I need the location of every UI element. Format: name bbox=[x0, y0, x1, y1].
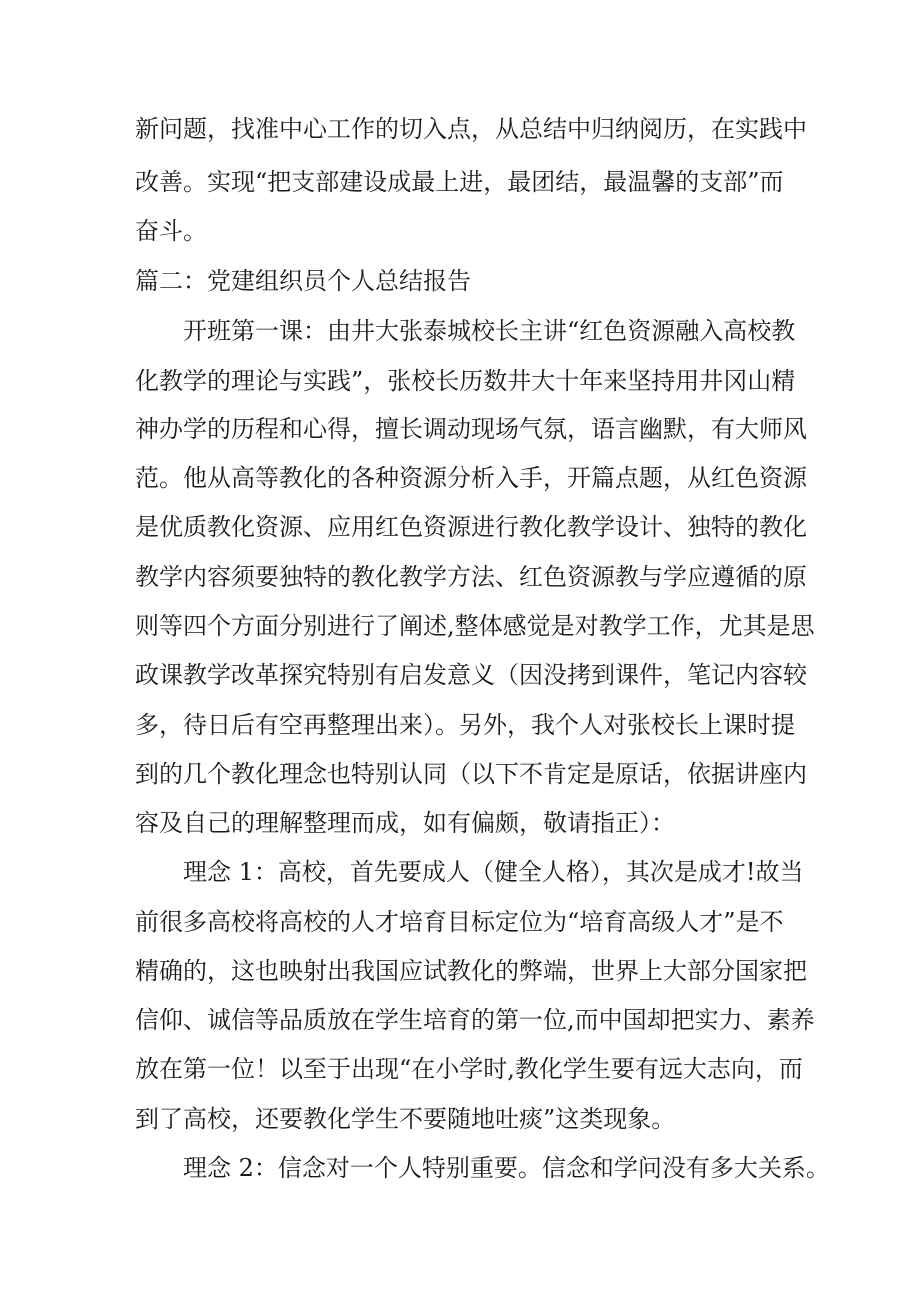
text-line: 化教学的理论与实践”，张校长历数井大十年来坚持用井冈山精 bbox=[135, 367, 796, 395]
section-heading: 篇二：党建组织员个人总结报告 bbox=[135, 267, 471, 295]
text-line: 多，待日后有空再整理出来）。另外，我个人对张校长上课时提 bbox=[135, 711, 795, 739]
text-line: 信仰、诚信等品质放在学生培育的第一位,而中国却把实力、素养 bbox=[135, 1006, 815, 1034]
text-line: 教学内容须要独特的教化教学方法、红色资源教与学应遵循的原 bbox=[135, 563, 807, 591]
text-line: 到的几个教化理念也特别认同（以下不肯定是原话，依据讲座内 bbox=[135, 760, 807, 788]
text-line: 放在第一位！以至于出现“在小学时,教化学生要有远大志向，而 bbox=[135, 1055, 803, 1083]
text-line: 则等四个方面分别进行了阐述,整体感觉是对教学工作，尤其是思 bbox=[135, 612, 815, 640]
text-line: 范。他从高等教化的各种资源分析入手，开篇点题，从红色资源 bbox=[135, 464, 807, 492]
text-line: 是优质教化资源、应用红色资源进行教化教学设计、独特的教化 bbox=[135, 513, 807, 541]
text-line: 新问题，找准中心工作的切入点，从总结中归纳阅历，在实践中 bbox=[135, 115, 807, 143]
text-line: 改善。实现“把支部建设成最上进，最团结，最温馨的支部”而 bbox=[135, 168, 784, 196]
text-line: 容及自己的理解整理而成，如有偏颇，敬请指正）： bbox=[135, 809, 675, 837]
text-line: 精确的，这也映射出我国应试教化的弊端，世界上大部分国家把 bbox=[135, 957, 807, 985]
paragraph-start: 理念 2：信念对一个人特别重要。信念和学问没有多大关系。 bbox=[183, 1154, 830, 1182]
text-line: 前很多高校将高校的人才培育目标定位为“培育高级人才”是不 bbox=[135, 908, 784, 936]
text-line: 奋斗。 bbox=[135, 217, 207, 245]
text-line: 神办学的历程和心得，擅长调动现场气氛，语言幽默，有大师风 bbox=[135, 415, 807, 443]
text-line: 政课教学改革探究特别有启发意义（因没拷到课件，笔记内容较 bbox=[135, 661, 807, 689]
paragraph-start: 开班第一课：由井大张泰城校长主讲“红色资源融入高校教 bbox=[183, 317, 796, 345]
text-line: 到了高校，还要教化学生不要随地吐痰”这类现象。 bbox=[135, 1105, 676, 1133]
paragraph-start: 理念 1：高校，首先要成人（健全人格），其次是成才!故当 bbox=[183, 858, 804, 886]
